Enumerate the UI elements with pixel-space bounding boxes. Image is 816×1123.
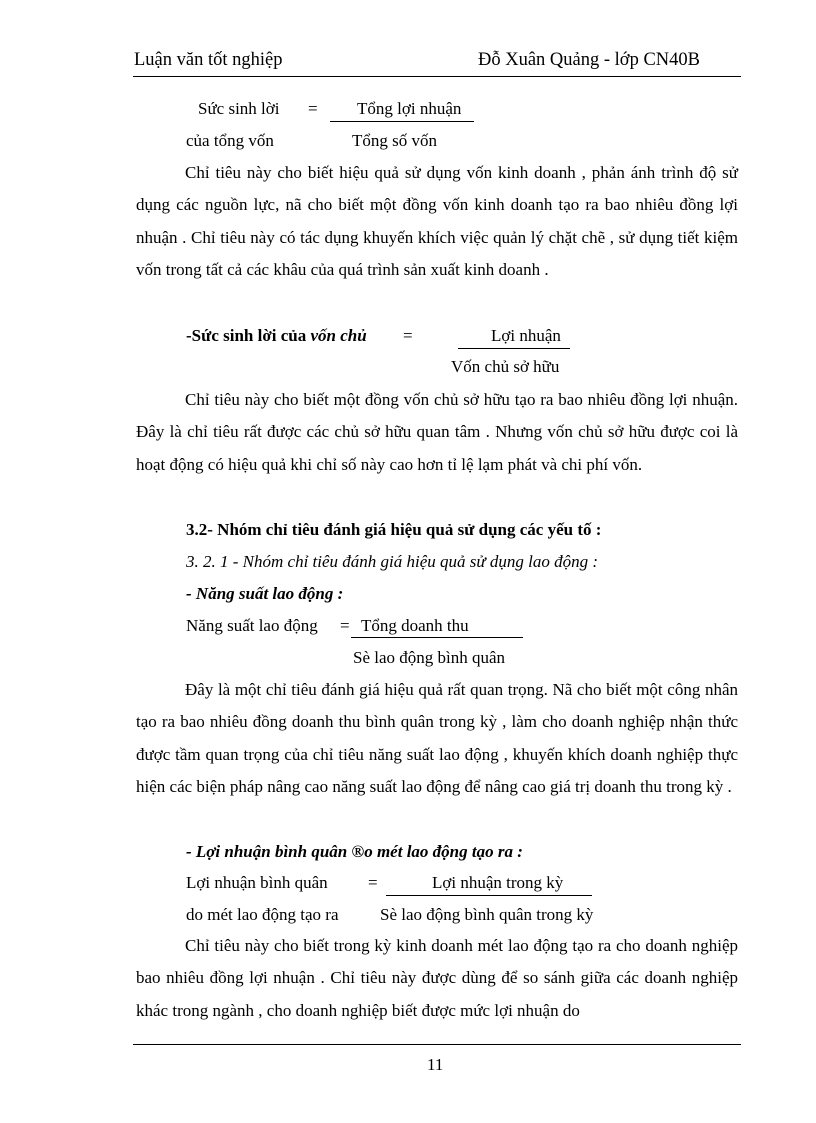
page-number: 11 [427, 1055, 444, 1074]
equals-sign: = [308, 99, 318, 118]
formula-label: Lợi nhuận bình quân [186, 873, 328, 892]
fraction-bar [351, 637, 523, 638]
header-author: Đỗ Xuân Quảng - lớp CN40B [478, 50, 700, 70]
footer-rule [133, 1044, 741, 1045]
formula-label: do mét lao động tạo ra [186, 905, 339, 924]
formula-numerator: Lợi nhuận [491, 326, 561, 345]
fraction-bar [330, 121, 474, 122]
equals-sign: = [403, 326, 413, 345]
formula-denominator: Sè lao động bình quân [353, 648, 506, 667]
formula-numerator: Tổng lợi nhuận [357, 99, 462, 118]
header-title: Luận văn tốt nghiệp [134, 50, 283, 70]
fraction-bar [386, 895, 592, 896]
formula-label: của tổng vốn [186, 131, 274, 150]
formula-denominator: Tổng số vốn [352, 131, 437, 150]
formula-label: Sức sinh lời [198, 99, 280, 118]
formula-denominator: Sè lao động bình quân trong kỳ [380, 905, 594, 924]
item-heading: - Năng suất lao động : [186, 584, 344, 603]
paragraph: Chỉ tiêu này cho biết một đồng vốn chủ sở hữu tạo ra bao nhiêu đồng lợi nhuận. Đây là chỉ tiêu rất được các chủ sở hữu quan tâm . Nhưng vốn chủ sở hữu được coi là hoạt động có hiệu quả khi chỉ số này cao hơn tỉ lệ lạm phát và chi phí vốn. [136, 390, 738, 474]
formula-label: Năng suất lao động [186, 616, 318, 635]
header-rule [133, 76, 741, 77]
subsection-heading: 3. 2. 1 - Nhóm chỉ tiêu đánh giá hiệu quả sử dụng lao động : [186, 552, 599, 571]
paragraph: Chỉ tiêu này cho biết hiệu quả sử dụng vốn kinh doanh , phản ánh trình độ sử dụng các nguồn lực, nã cho biết một đồng vốn kinh doanh tạo ra bao nhiêu đồng lợi nhuận . Chỉ tiêu này có tác dụng khuyến khích việc quản lý chặt chẽ , sử dụng tiết kiệm vốn trong tất cả các khâu của quá trình sản xuất kinh doanh . [136, 163, 738, 280]
fraction-bar [458, 348, 570, 349]
formula-denominator: Vốn chủ sở hữu [451, 357, 560, 376]
equals-sign: = [340, 616, 350, 635]
section-heading: 3.2- Nhóm chỉ tiêu đánh giá hiệu quả sử dụng các yếu tố : [186, 520, 602, 539]
item-heading: - Lợi nhuận bình quân ®o mét lao động tạo ra : [186, 842, 523, 861]
formula-label: -Sức sinh lời của vốn chủ [186, 326, 367, 345]
paragraph: Chỉ tiêu này cho biết trong kỳ kinh doanh mét lao động tạo ra cho doanh nghiệp bao nhiêu đồng lợi nhuận . Chỉ tiêu này được dùng để so sánh giữa các doanh nghiệp khác trong ngành , cho doanh nghiệp biết được mức lợi nhuận do [136, 936, 738, 1020]
equals-sign: = [368, 873, 378, 892]
formula-numerator: Tổng doanh thu [361, 616, 469, 635]
paragraph: Đây là một chỉ tiêu đánh giá hiệu quả rất quan trọng. Nã cho biết một công nhân tạo ra bao nhiêu đồng doanh thu bình quân trong kỳ , làm cho doanh nghiệp nhận thức được tầm quan trọng của chỉ tiêu năng suất lao động , khuyến khích doanh nghiệp thực hiện các biện pháp nâng cao năng suất lao động để nâng cao giá trị doanh thu trong kỳ . [136, 680, 738, 797]
formula-numerator: Lợi nhuận trong kỳ [432, 873, 564, 892]
